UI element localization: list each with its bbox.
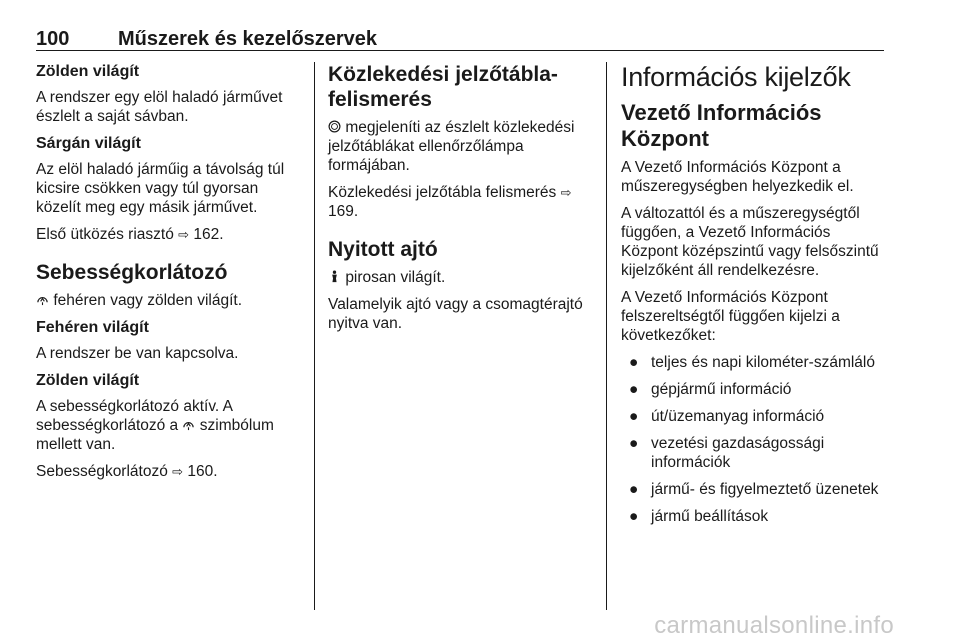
column-3 bbox=[621, 62, 891, 534]
column-1 bbox=[36, 62, 298, 489]
list-item: ● teljes és napi kilométer-számláló bbox=[629, 354, 875, 371]
bullet-icon: ● bbox=[629, 381, 639, 398]
chapter-title: Műszerek és kezelőszervek bbox=[118, 28, 378, 50]
cross-reference-fcw[interactable]: Első ütközés riasztó ⇨ 162. bbox=[36, 226, 224, 243]
ref-arrow-icon: ⇨ bbox=[560, 185, 572, 200]
bullet-icon: ● bbox=[629, 508, 639, 525]
traffic-sign-icon bbox=[328, 120, 341, 133]
paragraph: pirosan világít. bbox=[328, 268, 592, 287]
paragraph: megjeleníti az észlelt közlekedési jelzőtáblákat ellenőrzőlámpa formájában. bbox=[328, 119, 575, 174]
heading-green-2: Zölden világít bbox=[36, 372, 140, 389]
bullet-icon: ● bbox=[629, 435, 639, 452]
paragraph: A Vezető Információs Központ a műszeregységben helyezkedik el. bbox=[621, 159, 854, 195]
section-title-info-displays: Információs kijelzők bbox=[621, 62, 851, 92]
column-divider-1 bbox=[314, 62, 315, 610]
list-item: ● vezetési gazdaságossági információk bbox=[629, 435, 825, 471]
paragraph: Az elöl haladó járműig a távolság túl kicsire csökken vagy túl gyorsan közelít meg egy másik járművet. bbox=[36, 161, 285, 216]
watermark: carmanualsonline.info bbox=[654, 612, 894, 639]
bullet-icon: ● bbox=[629, 354, 639, 371]
heading-traffic-sign-recognition: Közlekedési jelzőtábla-felismerés bbox=[328, 63, 558, 111]
heading-driver-info-center: Vezető Információs Központ bbox=[621, 100, 822, 151]
paragraph: fehéren vagy zölden világít. bbox=[36, 291, 298, 310]
speed-limiter-icon bbox=[182, 418, 195, 431]
list-item: ● út/üzemanyag információ bbox=[629, 408, 825, 425]
cross-reference-limiter[interactable]: Sebességkorlátozó ⇨ 160. bbox=[36, 463, 218, 480]
column-2 bbox=[328, 62, 592, 341]
list-item: ● jármű beállítások bbox=[629, 508, 769, 525]
heading-yellow: Sárgán világít bbox=[36, 135, 141, 152]
open-door-icon bbox=[328, 270, 341, 283]
feature-list bbox=[621, 353, 891, 526]
list-item: ● gépjármű információ bbox=[629, 381, 792, 398]
page-header bbox=[36, 28, 884, 51]
bullet-icon: ● bbox=[629, 481, 639, 498]
ref-arrow-icon: ⇨ bbox=[178, 227, 190, 242]
speed-limiter-icon bbox=[36, 293, 49, 306]
heading-green-1: Zölden világít bbox=[36, 63, 140, 80]
column-divider-2 bbox=[606, 62, 607, 610]
paragraph: A Vezető Információs Központ felszereltségtől függően kijelzi a következőket: bbox=[621, 289, 840, 344]
heading-white: Fehéren világít bbox=[36, 319, 149, 336]
paragraph: Valamelyik ajtó vagy a csomagtérajtó nyitva van. bbox=[328, 296, 583, 332]
heading-speed-limiter: Sebességkorlátozó bbox=[36, 261, 228, 284]
list-item: ● jármű- és figyelmeztető üzenetek bbox=[629, 481, 879, 498]
paragraph: A rendszer be van kapcsolva. bbox=[36, 345, 239, 362]
page-number: 100 bbox=[36, 28, 70, 50]
paragraph: A rendszer egy elöl haladó járművet észlelt a saját sávban. bbox=[36, 89, 283, 125]
cross-reference-sign[interactable]: Közlekedési jelzőtábla felismerés ⇨ 169. bbox=[328, 184, 572, 220]
heading-open-door: Nyitott ajtó bbox=[328, 238, 438, 261]
ref-arrow-icon: ⇨ bbox=[172, 464, 184, 479]
paragraph: A sebességkorlátozó aktív. A sebességkorlátozó a szimbólum mellett van. bbox=[36, 398, 274, 453]
bullet-icon: ● bbox=[629, 408, 639, 425]
paragraph: A változattól és a műszeregységtől függően, a Vezető Információs Központ középszintű vagy felsőszintű kijelzőként áll rendelkezésre. bbox=[621, 205, 879, 279]
